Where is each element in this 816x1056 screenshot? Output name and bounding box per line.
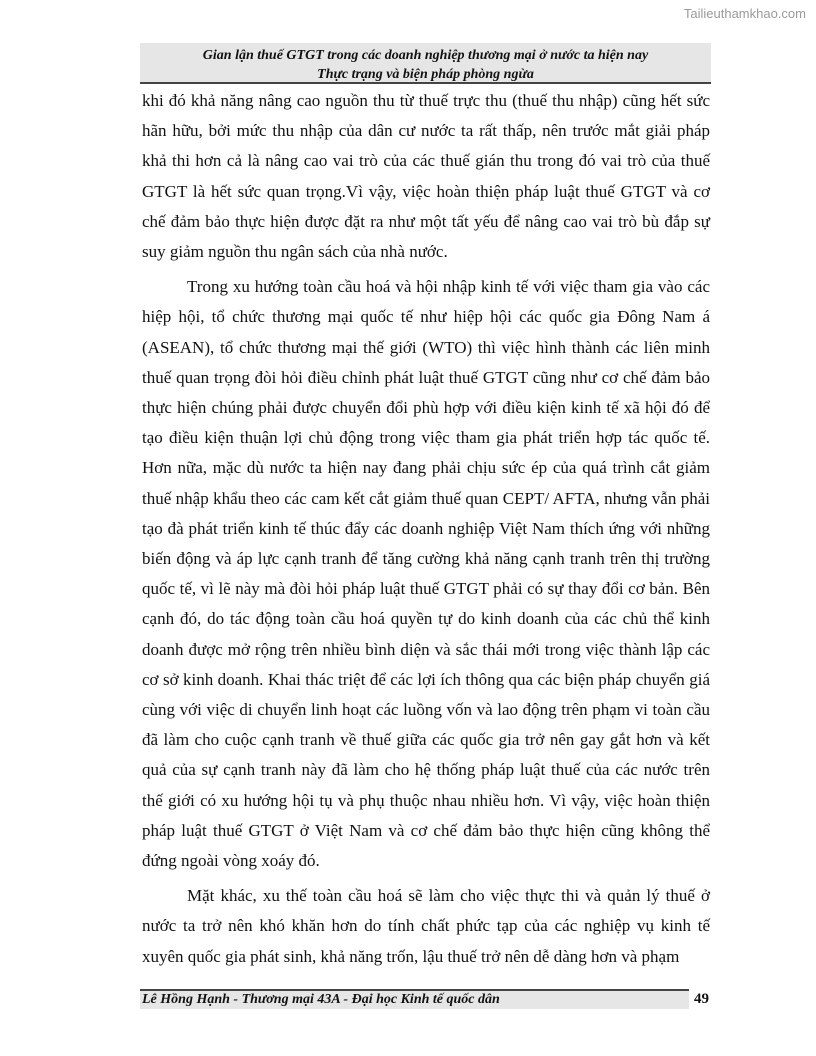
running-header bbox=[140, 43, 711, 84]
paragraph-2: Trong xu hướng toàn cầu hoá và hội nhập kinh tế với việc tham gia vào các hiệp hội, tổ chức thương mại quốc tế như hiệp hội các quốc gia Đông Nam á (ASEAN), tổ chức thương mại thế giới (WTO) thì việc hình thành các liên minh thuế quan trọng đòi hỏi điều chỉnh phát luật thuế GTGT cũng như cơ chế đảm bảo thực hiện chúng phải được chuyển đổi phù hợp với điều kiện kinh tế xã hội đó để tạo điều kiện thuận lợi chủ động trong việc tham gia phát triển hợp tác quốc tế. Hơn nữa, mặc dù nước ta hiện nay đang phải chịu sức ép của quá trình cắt giảm thuế nhập khẩu theo các cam kết cắt giảm thuế quan CEPT/ AFTA, nhưng vẫn phải tạo đà phát triển kinh tế thúc đẩy các doanh nghiệp Việt Nam thích ứng với những biến động và áp lực cạnh tranh để tăng cường khả năng cạnh tranh trên thị trường quốc tế, vì lẽ này mà đòi hỏi pháp luật thuế GTGT phải có sự thay đổi cơ bản. Bên cạnh đó, do tác động toàn cầu hoá quyền tự do kinh doanh của các chủ thể kinh doanh được mở rộng trên nhiều bình diện và sắc thái mới trong việc thành lập các cơ sở kinh doanh. Khai thác triệt để các lợi ích thông qua các biện pháp chuyển giá cùng với việc di chuyển linh hoạt các luồng vốn và lao động trên phạm vi toàn cầu đã làm cho cuộc cạnh tranh về thuế giữa các quốc gia trở nên gay gắt hơn và kết quả của sự cạnh tranh này đã làm cho hệ thống pháp luật thuế của các nước trên thế giới có xu hướng hội tụ và phụ thuộc nhau nhiều hơn. Vì vậy, việc hoàn thiện pháp luật thuế GTGT ở Việt Nam và cơ chế đảm bảo thực hiện cũng không thể đứng ngoài vòng xoáy đó. bbox=[142, 277, 710, 871]
paragraph-1: khi đó khả năng nâng cao nguồn thu từ thuế trực thu (thuế thu nhập) cũng hết sức hãn hữu, bởi mức thu nhập của dân cư nước ta rất thấp, nên trước mắt giải pháp khả thi hơn cả là nâng cao vai trò của các thuế gián thu trong đó vai trò của thuế GTGT là hết sức quan trọng.Vì vậy, việc hoàn thiện pháp luật thuế GTGT và cơ chế đảm bảo thực hiện được đặt ra như một tất yếu để nâng cao vai trò bù đắp sự suy giảm nguồn thu ngân sách của nhà nước. bbox=[142, 91, 710, 262]
header-title-line: Gian lận thuế GTGT trong các doanh nghiệp thương mại ở nước ta hiện nay bbox=[202, 48, 649, 63]
header-subtitle-line: Thực trạng và biện pháp phòng ngừa bbox=[317, 67, 534, 82]
body-text bbox=[142, 86, 710, 972]
page-number: 49 bbox=[694, 991, 709, 1007]
watermark-text: Tailieuthamkhao.com bbox=[683, 6, 806, 21]
running-footer: Lê Hồng Hạnh - Thương mại 43A - Đại học Kinh tế quốc dân bbox=[140, 991, 689, 1009]
paragraph-3: Mặt khác, xu thế toàn cầu hoá sẽ làm cho việc thực thi và quản lý thuế ở nước ta trở nên khó khăn hơn do tính chất phức tạp của các nghiệp vụ kinh tế xuyên quốc gia phát sinh, khả năng trốn, lậu thuế trở nên dễ dàng hơn và phạm bbox=[142, 886, 710, 966]
